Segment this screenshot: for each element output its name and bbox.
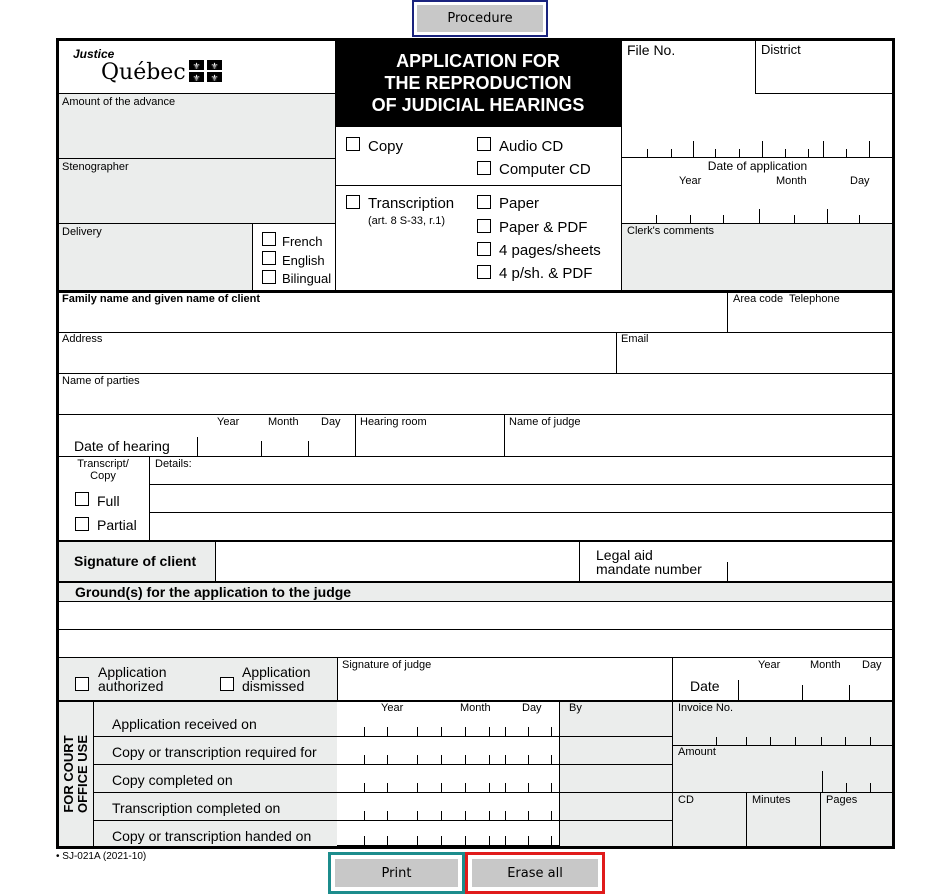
invoice-field[interactable] (672, 702, 892, 746)
signature-client-label-box (59, 542, 215, 581)
signature-client-field[interactable] (215, 542, 579, 581)
pages-sheets-label: 4 pages/sheets (499, 242, 601, 259)
title-line-1: APPLICATION FOR (396, 51, 560, 71)
office-side-label (62, 702, 90, 846)
office-date-tick (489, 755, 490, 764)
telephone-label: Telephone (789, 293, 840, 305)
amount-advance-label: Amount of the advance (62, 96, 176, 108)
office-date-line (337, 764, 560, 765)
computer-cd-label: Computer CD (499, 161, 591, 178)
french-label: French (282, 234, 323, 249)
office-rows (93, 702, 559, 846)
hearing-month-label: Month (268, 416, 299, 428)
logo-quebec: Québec (101, 60, 186, 85)
office-date-line (337, 820, 560, 821)
office-date-tick (505, 783, 506, 792)
client-name-field[interactable] (59, 293, 727, 332)
bilingual-checkbox[interactable] (262, 270, 276, 284)
office-date-tick (505, 755, 506, 764)
dismissed-label-2: dismissed (242, 678, 305, 694)
audio-cd-label: Audio CD (499, 138, 564, 155)
pages-label: Pages (826, 794, 858, 806)
full-checkbox[interactable] (75, 492, 89, 506)
office-date-tick (364, 811, 365, 820)
amount-advance-field[interactable] (59, 93, 335, 158)
district-label: District (761, 42, 801, 57)
parties-label: Name of parties (62, 375, 140, 387)
french-checkbox[interactable] (262, 232, 276, 246)
office-date-tick (417, 727, 418, 736)
title-block (335, 41, 621, 127)
office-row-label: Transcription completed on (112, 800, 281, 816)
office-date-tick (387, 755, 388, 764)
mandate-number-label: mandate number (596, 561, 702, 577)
paper-pdf-checkbox[interactable] (477, 219, 491, 233)
delivery-field[interactable] (59, 223, 252, 290)
office-date-tick (528, 783, 529, 792)
office-date-line (337, 845, 560, 846)
office-date-tick (505, 727, 506, 736)
office-date-tick (489, 836, 490, 845)
email-label: Email (621, 333, 649, 345)
date-of-application-field[interactable] (621, 158, 892, 224)
partial-checkbox[interactable] (75, 517, 89, 531)
copy-label: Copy (368, 138, 404, 155)
date-of-hearing-label: Date of hearing (74, 438, 170, 454)
erase-button-frame[interactable] (465, 852, 605, 894)
office-date-tick (489, 811, 490, 820)
transcript-copy-label: Transcript/ Copy (77, 458, 129, 482)
office-date-tick (465, 727, 466, 736)
format-options (335, 127, 621, 290)
hearing-room-field[interactable] (355, 414, 504, 456)
office-date-tick (417, 811, 418, 820)
office-side-label-1: FOR COURT (61, 735, 76, 813)
file-no-field[interactable] (621, 41, 755, 158)
dismissed-label-1: Application (242, 664, 311, 680)
psh-pdf-label: 4 p/sh. & PDF (499, 265, 593, 282)
transcription-checkbox[interactable] (346, 195, 360, 209)
office-date-tick (551, 811, 552, 820)
hearing-day-label: Day (321, 416, 341, 428)
grounds-header (59, 583, 892, 601)
office-date-tick (465, 783, 466, 792)
judge-decision-box (59, 657, 337, 700)
paper-pdf-label: Paper & PDF (499, 219, 588, 236)
paper-label: Paper (499, 195, 540, 212)
grounds-label: Ground(s) for the application to the judge (75, 584, 352, 600)
legal-aid-field[interactable] (579, 542, 892, 581)
office-date-tick (465, 811, 466, 820)
format-divider (336, 185, 622, 186)
svg-text:⚜: ⚜ (192, 62, 201, 72)
office-date-tick (364, 755, 365, 764)
office-date-tick (441, 811, 442, 820)
by-label: By (569, 702, 582, 714)
authorized-label-1: Application (98, 664, 167, 680)
logo (59, 41, 335, 93)
office-date-tick (489, 783, 490, 792)
office-date-tick (551, 755, 552, 764)
office-date-tick (551, 783, 552, 792)
invoice-label: Invoice No. (678, 702, 734, 714)
english-label: English (282, 253, 325, 268)
office-date-tick (528, 755, 529, 764)
copy-checkbox[interactable] (346, 137, 360, 151)
stenographer-label: Stenographer (62, 161, 129, 173)
procedure-button-frame[interactable] (412, 0, 548, 37)
svg-text:⚜: ⚜ (210, 74, 219, 82)
clerks-comments-label: Clerk's comments (627, 225, 715, 237)
office-date-tick (364, 783, 365, 792)
logo-justice: Justice (73, 47, 115, 61)
office-year-label-2: Year (381, 702, 404, 714)
office-day-label-2: Day (522, 702, 542, 714)
office-row-label: Copy completed on (112, 772, 233, 788)
transcription-ref: (art. 8 S-33, r.1) (368, 215, 446, 227)
office-side-label-2: OFFICE USE (75, 735, 90, 814)
computer-cd-checkbox[interactable] (477, 161, 491, 175)
clerks-comments-field[interactable] (621, 224, 892, 290)
district-field[interactable] (755, 41, 892, 94)
stenographer-field[interactable] (59, 158, 335, 223)
minutes-label: Minutes (752, 794, 791, 806)
signature-judge-field[interactable] (337, 657, 672, 700)
office-row-label: Copy or transcription required for (112, 744, 317, 760)
office-date-line (337, 792, 560, 793)
legal-aid-label: Legal aid (596, 547, 653, 563)
partial-label: Partial (97, 517, 137, 533)
office-date-tick (441, 755, 442, 764)
authorized-label-2: authorized (98, 678, 164, 694)
office-date-tick (417, 836, 418, 845)
judge-year-label: Year (758, 659, 781, 671)
application-day-label: Day (850, 175, 870, 187)
office-date-tick (528, 727, 529, 736)
date-of-hearing-field[interactable] (59, 414, 355, 456)
dismissed-checkbox[interactable] (220, 677, 234, 691)
parties-field[interactable] (59, 373, 892, 414)
details-field[interactable] (149, 456, 892, 540)
title-line-2: THE REPRODUCTION (384, 73, 572, 93)
amount-field[interactable] (672, 746, 892, 793)
office-date-tick (465, 755, 466, 764)
psh-pdf-checkbox[interactable] (477, 265, 491, 279)
minutes-field[interactable] (746, 793, 820, 846)
transcription-label: Transcription (368, 195, 455, 212)
address-field[interactable] (59, 332, 616, 373)
office-date-tick (551, 727, 552, 736)
bilingual-label: Bilingual (282, 271, 332, 286)
office-date-tick (465, 836, 466, 845)
judge-name-field[interactable] (504, 414, 892, 456)
file-no-label: File No. (627, 42, 676, 58)
audio-cd-checkbox[interactable] (477, 137, 491, 151)
judge-date-label: Date (690, 678, 720, 694)
office-side-label-box (59, 702, 93, 846)
svg-text:⚜: ⚜ (192, 74, 201, 82)
office-date-tick (364, 836, 365, 845)
office-date-line (337, 736, 560, 737)
paper-checkbox[interactable] (477, 195, 491, 209)
judge-name-label: Name of judge (509, 416, 581, 428)
delivery-label: Delivery (62, 226, 102, 238)
office-month-label-2: Month (460, 702, 491, 714)
grounds-field[interactable] (59, 601, 892, 657)
pages-sheets-checkbox[interactable] (477, 242, 491, 256)
application-month-label: Month (776, 175, 807, 187)
office-date-tick (417, 783, 418, 792)
date-of-application-label: Date of application (707, 159, 808, 173)
hearing-room-label: Hearing room (360, 416, 427, 428)
judge-month-label: Month (810, 659, 841, 671)
cd-field[interactable] (672, 793, 746, 846)
cd-label: CD (678, 794, 694, 806)
transcript-copy-box (59, 456, 149, 540)
erase-all-button[interactable]: Erase all (472, 859, 598, 887)
area-code-label: Area code (733, 293, 784, 305)
full-label: Full (97, 493, 120, 509)
office-date-tick (505, 836, 506, 845)
office-date-tick (441, 783, 442, 792)
signature-judge-label: Signature of judge (342, 659, 432, 671)
authorized-checkbox[interactable] (75, 677, 89, 691)
office-date-tick (551, 836, 552, 845)
file-no-ticks (621, 148, 892, 158)
office-row-label: Application received on (112, 716, 257, 732)
hearing-year-label: Year (217, 416, 240, 428)
signature-client-label: Signature of client (74, 553, 197, 569)
address-label: Address (62, 333, 103, 345)
office-date-tick (441, 836, 442, 845)
office-date-tick (387, 836, 388, 845)
judge-date-field[interactable] (672, 657, 892, 700)
office-date-tick (505, 811, 506, 820)
office-row-label: Copy or transcription handed on (112, 828, 312, 844)
client-name-label: Family name and given name of client (62, 293, 261, 305)
procedure-button[interactable]: Procedure (417, 5, 543, 32)
title-line-3: OF JUDICIAL HEARINGS (371, 95, 585, 115)
by-column[interactable] (559, 702, 672, 846)
print-button-frame[interactable] (328, 852, 465, 894)
office-date-tick (387, 727, 388, 736)
pages-field[interactable] (820, 793, 892, 846)
office-date-tick (417, 755, 418, 764)
office-date-column (337, 702, 560, 846)
email-field[interactable] (616, 332, 892, 373)
details-label: Details: (155, 458, 192, 470)
office-date-tick (528, 811, 529, 820)
office-date-tick (387, 811, 388, 820)
print-button[interactable]: Print (335, 859, 458, 887)
office-date-tick (441, 727, 442, 736)
fleur-de-lis-icon (189, 60, 223, 82)
telephone-field[interactable] (727, 293, 892, 332)
language-options (252, 223, 335, 290)
office-date-tick (387, 783, 388, 792)
office-date-tick (489, 727, 490, 736)
office-date-tick (364, 727, 365, 736)
office-date-tick (528, 836, 529, 845)
amount-label: Amount (678, 746, 716, 758)
english-checkbox[interactable] (262, 251, 276, 265)
application-year-label: Year (679, 175, 702, 187)
judge-day-label: Day (862, 659, 882, 671)
form-code: • SJ-021A (2021-10) (56, 851, 147, 862)
svg-text:⚜: ⚜ (210, 62, 219, 72)
